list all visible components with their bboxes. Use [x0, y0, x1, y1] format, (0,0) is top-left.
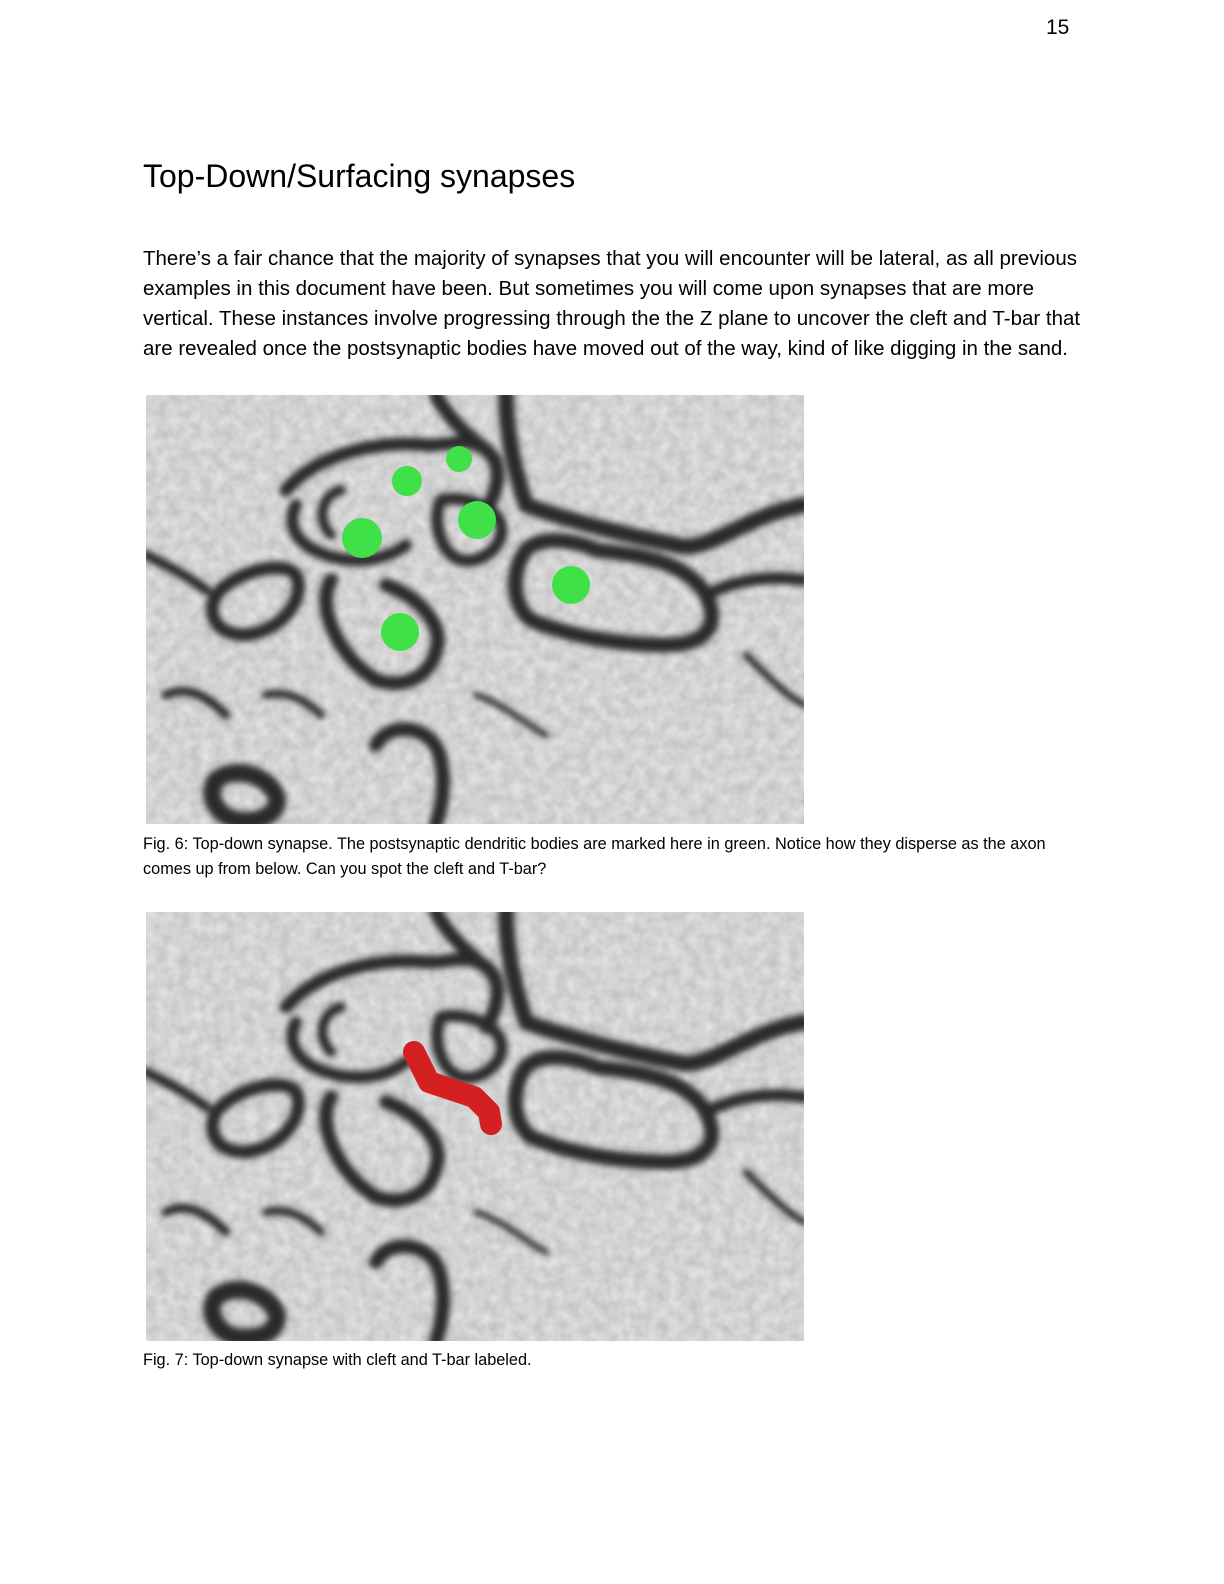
- green-marker: [342, 518, 382, 558]
- page-number: 15: [1046, 16, 1070, 39]
- figure-6-image: [146, 395, 804, 824]
- figure-6-caption: Fig. 6: Top-down synapse. The postsynaptic dendritic bodies are marked here in green. Notice how they disperse as the axon comes up from below. Can you spot the cleft and T-bar?: [143, 835, 1046, 878]
- green-marker: [446, 446, 472, 472]
- figure-7-image: [146, 912, 804, 1341]
- section-heading: Top-Down/Surfacing synapses: [143, 158, 576, 194]
- body-paragraph: There’s a fair chance that the majority of synapses that you will encounter will be lateral, as all previous examples in this document have been. But sometimes you will come upon synapses that are more vertical. These instances involve progressing through the the Z plane to uncover the cleft and T-bar that are revealed once the postsynaptic bodies have moved out of the way, kind of like digging in the sand.: [143, 247, 1081, 360]
- green-marker: [552, 566, 590, 604]
- green-marker: [381, 613, 419, 651]
- green-marker: [392, 466, 422, 496]
- green-marker: [458, 501, 496, 539]
- figure-7-caption: Fig. 7: Top-down synapse with cleft and T-bar labeled.: [143, 1351, 532, 1369]
